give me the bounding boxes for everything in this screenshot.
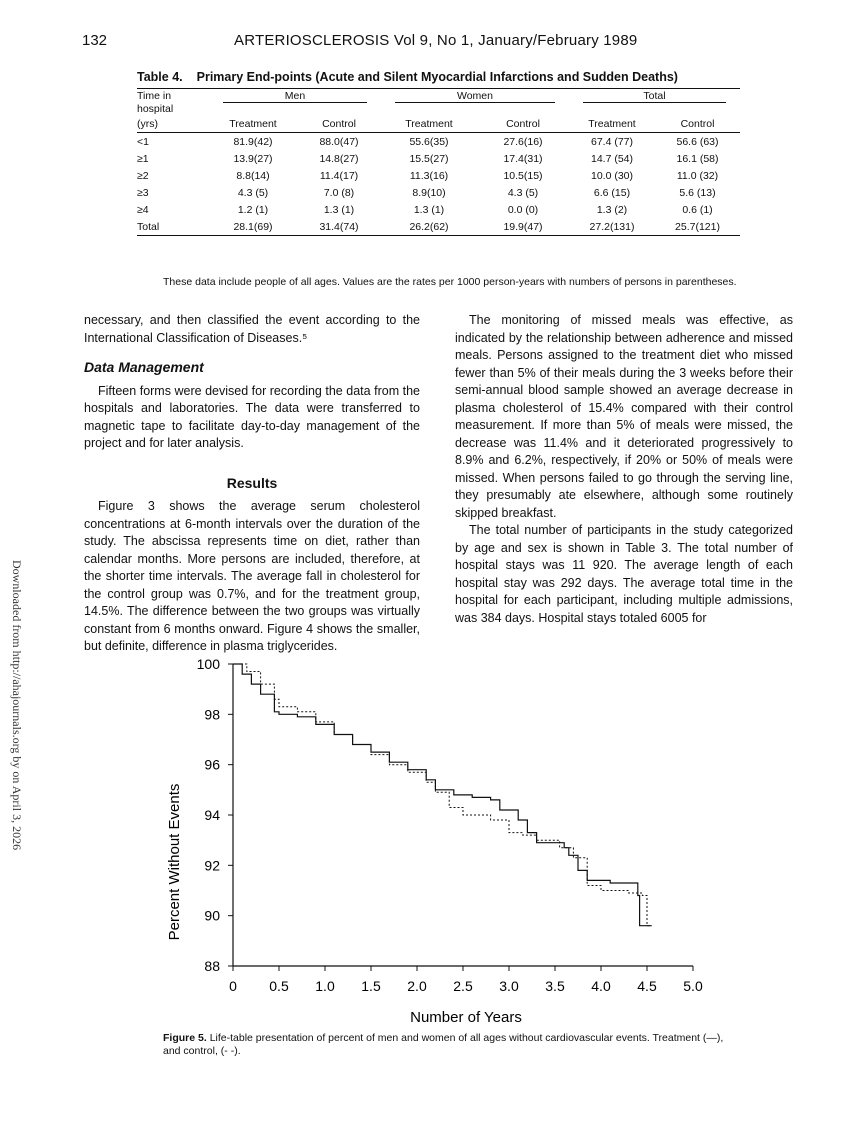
table-4	[137, 88, 740, 236]
figure-caption-text: Life-table presentation of percent of men and women of all ages without cardiovascular events. Treatment (—), and control, (- -).	[163, 1032, 724, 1057]
series-line-control	[233, 664, 652, 926]
row-label: Total	[137, 220, 160, 233]
paragraph: The total number of participants in the study categorized by age and sex is shown in Table 3. The total number of hospital stays was 11 920. The average length of each hospital stay was 292 days. The average total time in the hospital for each participant, including multiple admissions, was 384 days. Hospital stays totaled 6005 for	[455, 523, 793, 625]
y-tick-label: 88	[204, 958, 220, 974]
series-line-treatment	[233, 664, 652, 926]
group-header-women: Women	[381, 89, 569, 104]
table-cell: 28.1(69)	[233, 220, 273, 233]
table-cell: 1.3 (1)	[323, 203, 355, 216]
y-tick-label: 90	[204, 907, 220, 924]
table-cell: 27.6(16)	[503, 135, 543, 148]
table-cell: 67.4 (77)	[590, 135, 634, 148]
y-axis-label: Percent Without Events	[166, 783, 183, 941]
table-cell: 11.3(16)	[409, 169, 449, 182]
col-header: Control	[506, 117, 540, 130]
running-head-title: ARTERIOSCLEROSIS Vol 9, No 1, January/February 1989	[234, 32, 638, 49]
col-header: Treatment	[588, 117, 636, 130]
table-row	[137, 184, 740, 201]
x-tick-label: 5.0	[683, 978, 703, 994]
figure-label: Figure 5.	[163, 1032, 207, 1044]
table-row	[137, 133, 740, 151]
right-column	[455, 312, 793, 627]
row-label: ≥1	[137, 152, 149, 165]
table-cell: 19.9(47)	[503, 220, 543, 233]
table-cell: 31.4(74)	[319, 220, 359, 233]
table-cell: 1.3 (2)	[596, 203, 628, 216]
table-cell: 81.9(42)	[233, 135, 273, 148]
group-header-total: Total	[569, 89, 740, 104]
paragraph: necessary, and then classified the event according to the International Classification of Diseases.⁵	[84, 313, 420, 345]
figure-5	[160, 652, 720, 1032]
table-cell: 56.6 (63)	[676, 135, 719, 148]
table-cell: 11.0 (32)	[676, 169, 719, 182]
col-header: Treatment	[405, 117, 453, 130]
x-tick-label: 1.0	[315, 978, 335, 994]
table-cell: 16.1 (58)	[676, 152, 719, 165]
x-tick-label: 1.5	[361, 978, 381, 994]
row-header-line: Time in	[137, 90, 172, 102]
figure-caption	[163, 1032, 733, 1058]
x-tick-label: 2.0	[407, 978, 427, 994]
paragraph: Fifteen forms were devised for recording the data from the hospitals and laboratories. The data were transferred to magnetic tape to facilitate day-to-day management of the project and for later analysis.	[84, 383, 420, 450]
x-axis-label: Number of Years	[410, 1009, 522, 1026]
table-cell: 10.5(15)	[503, 169, 543, 182]
table-row	[137, 201, 740, 218]
y-tick-label: 96	[204, 756, 220, 773]
row-label: <1	[137, 135, 149, 148]
table-footnote: These data include people of all ages. Values are the rates per 1000 person-years with numbers of persons in parentheses.	[163, 276, 737, 288]
table-cell: 11.4(17)	[319, 169, 359, 182]
table-cell: 8.8(14)	[236, 169, 270, 182]
table-cell: 5.6 (13)	[679, 186, 716, 199]
table-cell: 55.6(35)	[409, 135, 449, 148]
y-tick-label: 94	[204, 807, 220, 823]
table-cell: 4.3 (5)	[237, 186, 269, 199]
left-column	[84, 312, 420, 656]
table-caption	[137, 70, 757, 84]
table-cell: 14.7 (54)	[590, 152, 634, 165]
table-row	[137, 218, 740, 236]
paragraph: The monitoring of missed meals was effective, as indicated by the relationship between adherence and missed meals. Persons assigned to the treatment diet who missed fewer than 5% of their meals during the 3 weeks before their semi-annual blood sample showed an average decrease in plasma cholesterol of 15.4% compared with their control measurement. If more than 5% of meals were missed, the decrease was 11.4% and it deteriorated progressively to 8.9% and 6.2%, respectively, if 20% or 50% of meals were missed. When persons failed to go through the serving line, they presumably ate elsewhere, although some routinely skipped breakfast.	[455, 313, 793, 520]
table-cell: 25.7(121)	[675, 220, 720, 233]
table-cell: 27.2(131)	[589, 220, 635, 233]
download-note	[2, 560, 28, 980]
x-tick-label: 2.5	[453, 978, 473, 994]
table-row	[137, 150, 740, 167]
row-label: ≥3	[137, 186, 149, 199]
table-cell: 8.9(10)	[412, 186, 446, 199]
table-cell: 6.6 (15)	[593, 186, 631, 199]
row-label: ≥4	[137, 203, 149, 216]
table-cell: 7.0 (8)	[323, 186, 355, 199]
x-tick-label: 0	[229, 978, 237, 994]
table-cell: 88.0(47)	[319, 135, 359, 148]
section-heading-data-management: Data Management	[84, 359, 204, 375]
x-tick-label: 4.0	[591, 978, 611, 994]
table-cell: 0.6 (1)	[682, 203, 713, 216]
y-tick-label: 100	[196, 656, 220, 672]
table-title: Primary End-points (Acute and Silent Myocardial Infarctions and Sudden Deaths)	[196, 70, 678, 84]
section-heading-results: Results	[226, 474, 278, 491]
col-header: Treatment	[229, 117, 277, 130]
table-row	[137, 167, 740, 184]
group-header-men: Men	[209, 89, 381, 104]
y-tick-label: 98	[204, 706, 220, 723]
table-cell: 4.3 (5)	[507, 186, 539, 199]
table-cell: 1.2 (1)	[237, 203, 269, 216]
x-tick-label: 3.0	[499, 978, 519, 994]
col-header: Control	[322, 117, 356, 130]
table-label: Table 4.	[137, 70, 183, 84]
x-tick-label: 3.5	[545, 978, 565, 994]
x-tick-label: 0.5	[269, 978, 289, 994]
row-label: ≥2	[137, 169, 149, 182]
col-header: Control	[680, 117, 715, 130]
page-number: 132	[82, 32, 108, 49]
table-cell: 14.8(27)	[319, 152, 359, 165]
y-tick-label: 92	[204, 857, 220, 874]
table-cell: 15.5(27)	[409, 152, 449, 165]
life-table-chart	[160, 652, 720, 1032]
row-header-line: hospital	[137, 103, 174, 115]
table-cell: 0.0 (0)	[507, 203, 539, 216]
table-cell: 17.4(31)	[503, 152, 543, 165]
table-cell: 10.0 (30)	[590, 169, 634, 182]
table-cell: 13.9(27)	[233, 152, 273, 165]
x-tick-label: 4.5	[637, 978, 657, 994]
table-cell: 26.2(62)	[409, 220, 449, 233]
download-note-text: Downloaded from http://ahajournals.org by on April 3, 2026	[10, 560, 24, 851]
paragraph: Figure 3 shows the average serum cholesterol concentrations at 6-month intervals over the duration of the study. The abscissa represents time on diet, rather than calendar months. More persons are included, therefore, at the shorter time intervals. The average fall in cholesterol for the control group was 0.7%, and for the treatment group, 14.5%. The difference between the two groups was virtually constant from 6 months onward. Figure 4 shows the smaller, but definite, difference in plasma triglycerides.	[84, 499, 420, 653]
table-cell: 1.3 (1)	[413, 203, 445, 216]
row-header-line: (yrs)	[137, 117, 158, 130]
